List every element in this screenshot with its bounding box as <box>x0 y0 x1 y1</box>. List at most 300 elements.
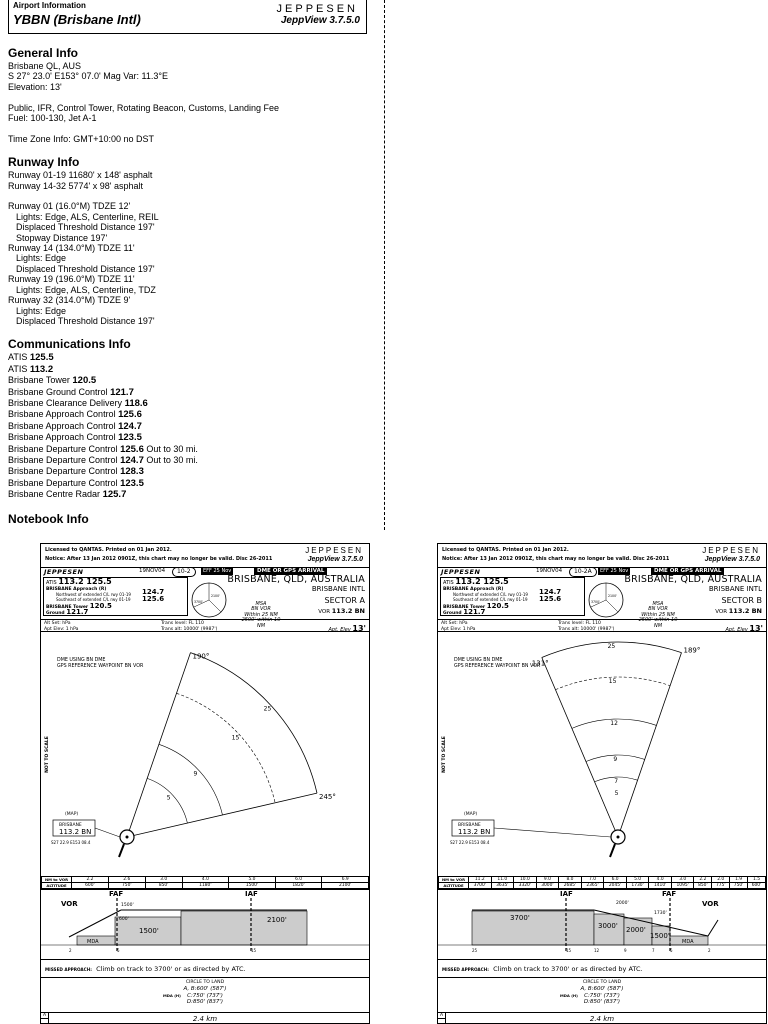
general-info-line: S 27° 23.0' E153° 07.0' Mag Var: 11.3°E <box>8 71 169 82</box>
missed-txt: Climb on track to 3700' or as directed by ATC. <box>96 965 246 973</box>
iaf-label: IAF <box>245 890 258 898</box>
dme-cell: 2.6 <box>108 877 145 883</box>
comm-name: Brisbane Departure Control <box>8 477 118 488</box>
side-a: A <box>438 1013 446 1019</box>
scale-label: 5 <box>670 948 673 953</box>
runway-detail-line: Displaced Threshold Distance 197' <box>16 315 155 326</box>
altitude-label: 1500' <box>650 932 670 940</box>
comm-frequency: 124.7 <box>120 454 144 466</box>
frequency-box <box>43 577 188 616</box>
twr-lbl: BRISBANE Tower <box>46 605 89 610</box>
dme-cell: 2.2 <box>694 877 712 883</box>
altitude-cell: 3700' <box>469 883 492 889</box>
comms-list <box>8 352 378 500</box>
chart-frame <box>40 568 370 1024</box>
runway-line: Runway 14-32 5774' x 98' asphalt <box>8 180 144 191</box>
dme-cell: 3.0 <box>145 877 182 883</box>
radial-label: 190° <box>192 652 210 661</box>
msa-l3: Within 25 NM <box>641 611 675 618</box>
msa-3700: 3700' <box>591 600 600 604</box>
vor-lbl: VOR <box>318 609 331 615</box>
profile-view-drawing <box>41 890 369 960</box>
dme-cell: 4.0 <box>649 877 672 883</box>
scale-label: 15 <box>251 948 257 953</box>
leader-line <box>95 828 120 837</box>
radial-label: 131° <box>531 659 549 668</box>
not-to-scale-label: NOT TO SCALE <box>44 736 50 773</box>
atis-line <box>46 579 112 586</box>
trans-lvl: Trans level: FL 110 <box>558 621 601 626</box>
chart-frame <box>437 568 767 1024</box>
chart-version: JeppView 3.7.5.0 <box>307 556 363 563</box>
comm-item <box>8 466 378 477</box>
alt-hdr: ALTITUDE <box>439 883 469 889</box>
comm-item <box>8 409 378 420</box>
sector-name: SECTOR B <box>721 596 762 605</box>
approach-nw-note: Northwest of extended C/L rwy 01-19 <box>56 592 131 597</box>
airport-info-body <box>8 46 378 527</box>
altitude-cell: 1820' <box>275 883 322 889</box>
dme-arc <box>159 744 223 815</box>
vor-center-icon <box>126 836 129 839</box>
plan-note <box>57 658 143 670</box>
dme-cell: 11.2 <box>469 877 492 883</box>
dme-cell: 11.0 <box>491 877 514 883</box>
chart-date: 19NOV04 <box>536 568 563 574</box>
alt-set: Alt Set: hPa <box>441 621 468 626</box>
not-to-scale-label: NOT TO SCALE <box>441 736 447 773</box>
comm-frequency: 120.5 <box>72 375 97 387</box>
comm-frequency: 124.7 <box>118 420 142 432</box>
info-header <box>8 0 367 34</box>
runway-detail-line: Displaced Threshold Distance 197' <box>16 222 155 233</box>
comm-name: Brisbane Ground Control <box>8 386 108 397</box>
circle-title: CIRCLE TO LAND <box>185 980 225 985</box>
alt-set: Alt Set: hPa <box>44 621 71 626</box>
arc-label: 9 <box>193 770 198 778</box>
runway-detail-line: Runway 19 (196.0°M) TDZE 11' <box>8 274 135 285</box>
procedure-title: DME OR GPS ARRIVAL <box>651 568 724 575</box>
comm-name: Brisbane Centre Radar <box>8 489 101 500</box>
plan-note1: DME USING BN DME <box>57 658 106 663</box>
comm-item <box>8 364 378 375</box>
validity-notice: Notice: After 13 Jan 2012 0901Z, this chart may no longer be valid. Disc 26-2011 <box>442 556 670 562</box>
apt-elev: Apt Elev: 1 hPa <box>44 627 79 632</box>
descent-path <box>708 920 718 936</box>
altitude-block <box>181 911 307 945</box>
missed-approach <box>438 959 766 978</box>
runway-detail-line: Displaced Threshold Distance 197' <box>16 263 155 274</box>
altitude-cell: 1410' <box>649 883 672 889</box>
frequency-box <box>440 577 585 616</box>
jeppesen-logo: JEPPESEN <box>44 568 84 576</box>
arc-label: 25 <box>263 705 272 713</box>
trans-lvl: Trans level: FL 110 <box>161 621 204 626</box>
altitude-cell: 850' <box>694 883 712 889</box>
approach-label: BRISBANE Approach (R) <box>46 587 107 592</box>
alt-hdr: ALTITUDE <box>42 883 72 889</box>
plan-note <box>454 658 540 670</box>
vor-lbl: VOR <box>715 609 728 615</box>
dme-arc <box>176 693 275 803</box>
atis-line <box>443 579 509 586</box>
trans-alt: Trans alt: 10000' (9987') <box>558 627 615 632</box>
altitude-label: 3700' <box>510 914 530 922</box>
altitude-cell: 3000' <box>536 883 559 889</box>
comm-frequency: 125.6 <box>118 409 142 421</box>
dme-cell: 3.0 <box>671 877 694 883</box>
comm-frequency: 125.6 <box>120 443 144 455</box>
msa-l4: 2500' within 10 NM <box>638 617 678 629</box>
profile-view-drawing <box>438 890 766 960</box>
approach-freq-2: 125.6 <box>539 595 562 603</box>
dme-hdr: NM to VOR <box>42 877 72 883</box>
runway-detail-line: Lights: Edge <box>16 305 67 316</box>
circle-a: A, B:600' (587') <box>580 986 624 993</box>
vor-freq-line <box>715 607 762 615</box>
missed-lbl: MISSED APPROACH: <box>442 967 489 972</box>
comm-note: Out to 30 mi. <box>146 454 198 465</box>
comm-item <box>8 398 378 409</box>
dme-cell: 5.0 <box>229 877 276 883</box>
apt-elev-lbl: Apt. Elev <box>328 627 351 633</box>
missed-approach <box>41 959 369 978</box>
runway-detail-line: Runway 01 (16.0°M) TDZE 12' <box>8 201 131 212</box>
general-info-line <box>8 123 378 133</box>
comm-item <box>8 375 378 386</box>
comm-frequency: 118.6 <box>124 397 148 409</box>
dme-altitude-table <box>438 876 766 889</box>
chart-brand: JEPPESEN <box>305 546 363 555</box>
comms-info-heading: Communications Info <box>8 337 131 352</box>
circle-a: A, B:600' (587') <box>183 986 227 993</box>
twr-freq: 120.5 <box>89 602 112 610</box>
scale-label: 9 <box>624 948 627 953</box>
radial-line <box>127 793 317 837</box>
comm-frequency: 123.5 <box>118 432 142 444</box>
msa-l2: BN VOR <box>251 606 271 613</box>
dme-cell: 2.2 <box>72 877 109 883</box>
gnd-lbl: Ground <box>443 611 462 616</box>
scale-label: 2 <box>708 948 711 953</box>
effective-tag: EFF 25 Nov <box>203 568 232 574</box>
ground-line <box>443 610 485 616</box>
dme-arc <box>190 653 317 794</box>
altitude-cell: 2365' <box>581 883 604 889</box>
comm-frequency: 125.7 <box>102 489 127 501</box>
plan-view <box>438 632 766 877</box>
arc-label: 7 <box>614 778 619 786</box>
dme-hdr: NM to VOR <box>439 877 469 883</box>
dme-cell: 9.0 <box>536 877 559 883</box>
descent-path <box>69 910 121 937</box>
leader-line <box>494 828 611 837</box>
approach-label: BRISBANE Approach (R) <box>443 587 504 592</box>
chart-number: 10-2A <box>569 567 597 577</box>
twr-lbl: BRISBANE Tower <box>443 605 486 610</box>
scale-label: 5 <box>117 948 120 953</box>
msa-3700: 3700' <box>194 600 203 604</box>
radial-label: 189° <box>683 646 701 655</box>
runway-details-list <box>8 201 378 326</box>
atis-freq: 113.2 125.5 <box>58 577 112 586</box>
chart-version: JeppView 3.7.5.0 <box>704 556 760 563</box>
general-info-line: Time Zone Info: GMT+10:00 no DST <box>8 133 154 144</box>
apt-elev-val: 13' <box>352 624 366 633</box>
general-info-line: Public, IFR, Control Tower, Rotating Beacon, Customs, Landing Fee <box>8 102 279 113</box>
circle-title: CIRCLE TO LAND <box>582 980 622 985</box>
altimeter-strip <box>438 619 766 632</box>
vor-box-freq: 113.2 BN <box>458 828 491 836</box>
missed-txt: Climb on track to 3700' or as directed by ATC. <box>493 965 643 973</box>
comm-item <box>8 489 378 500</box>
comm-name: ATIS <box>8 363 28 374</box>
profile-view <box>41 889 369 959</box>
comm-frequency: 128.3 <box>120 466 144 478</box>
altitude-label: 2000' <box>616 901 629 906</box>
circle-mda: MDA (H) <box>560 992 578 998</box>
procedure-title: DME OR GPS ARRIVAL <box>254 568 327 575</box>
altitude-cell: 750' <box>108 883 145 889</box>
circle-d: D:850' (837') <box>583 999 621 1006</box>
notebook-info-heading: Notebook Info <box>8 511 89 526</box>
comm-item <box>8 352 378 363</box>
msa-l4: 2500' within 10 NM <box>241 617 281 629</box>
altitude-label: 3000' <box>598 922 618 930</box>
circle-c: C:750' (737') <box>187 992 223 999</box>
gnd-freq: 121.7 <box>66 608 89 616</box>
circle-to-land <box>41 978 369 1012</box>
arc-label: 5 <box>614 790 619 798</box>
chart-bottom-row <box>438 1012 766 1024</box>
runway-detail-line: Runway 14 (134.0°M) TDZE 11' <box>8 243 135 254</box>
general-info-line: Brisbane QL, AUS <box>8 61 82 71</box>
altitude-cell: 2045' <box>604 883 627 889</box>
chart-notice-box <box>437 543 767 568</box>
comm-item <box>8 478 378 489</box>
msa-l1: MSA <box>652 601 664 607</box>
approach-chart-sector-b <box>437 543 767 1024</box>
altitude-cell: 3635' <box>491 883 514 889</box>
comm-item <box>8 444 378 455</box>
vor-label: VOR <box>61 900 78 908</box>
twr-freq: 120.5 <box>486 602 509 610</box>
altitude-cell: 1730' <box>626 883 649 889</box>
city-title: BRISBANE, QLD, AUSTRALIA <box>227 574 365 585</box>
chart-date: 19NOV04 <box>139 568 166 574</box>
general-info-heading: General Info <box>8 46 79 60</box>
scale-label: 7 <box>652 948 655 953</box>
comm-note: Out to 30 mi. <box>146 443 198 454</box>
distance-label: 2.4 km <box>589 1015 615 1023</box>
dme-cell: 7.0 <box>581 877 604 883</box>
approach-nw-note: Northwest of extended C/L rwy 01-19 <box>453 592 528 597</box>
general-info-line <box>8 92 378 102</box>
atis-lbl: ATIS <box>443 580 454 586</box>
general-info-list <box>8 61 378 144</box>
arc-label: 5 <box>166 794 171 802</box>
altitude-label: 1500' <box>121 903 134 908</box>
general-info-line: Fuel: 100-130, Jet A-1 <box>8 113 97 124</box>
comm-name: Brisbane Approach Control <box>8 432 116 443</box>
circle-mda: MDA (H) <box>163 992 181 998</box>
arc-label: 25 <box>607 643 616 651</box>
msa-l2: BN VOR <box>648 606 668 613</box>
approach-se-note: Southeast of extended C/L rwy 01-19 <box>453 597 528 602</box>
header-label: Airport Information <box>13 1 86 10</box>
runway-info-heading: Runway Info <box>8 155 80 170</box>
column-divider <box>384 0 385 530</box>
dme-altitude-table <box>41 876 369 889</box>
msa-circle-icon <box>191 582 227 618</box>
brand-label: JEPPESEN <box>276 3 358 15</box>
comm-frequency: 113.2 <box>29 363 54 375</box>
comm-name: Brisbane Approach Control <box>8 409 116 420</box>
msa-2100: 2100' <box>211 594 220 598</box>
comm-name: Brisbane Departure Control <box>8 454 118 465</box>
vor-freq: 113.2 BN <box>728 607 762 615</box>
altitude-cell: 1500' <box>229 883 276 889</box>
comm-name: Brisbane Departure Control <box>8 466 118 477</box>
scale-label: 25 <box>472 948 478 953</box>
comm-name: Brisbane Approach Control <box>8 420 116 431</box>
runway-detail-line: Lights: Edge, ALS, Centerline, REIL <box>16 211 159 222</box>
dme-cell: 1.9 <box>730 877 748 883</box>
apt-elev-val: 13' <box>749 624 763 633</box>
dme-cell: 6.0 <box>604 877 627 883</box>
altitude-row <box>42 883 369 889</box>
airport-name: BRISBANE INTL <box>708 585 762 593</box>
distance-label: 2.4 km <box>192 1015 218 1023</box>
arc-label: 9 <box>613 756 618 764</box>
comm-item <box>8 432 378 443</box>
plan-view <box>41 632 369 877</box>
runway-detail-line: Lights: Edge <box>16 253 67 264</box>
msa-2100: 2100' <box>608 594 617 598</box>
altitude-cell: 750' <box>730 883 748 889</box>
approach-chart-sector-a <box>40 543 370 1024</box>
license-notice: Licensed to QANTAS. Printed on 01 Jan 2012. <box>45 547 172 553</box>
airport-name: BRISBANE INTL <box>311 585 365 593</box>
chart-bottom-row <box>41 1012 369 1024</box>
chart-brand: JEPPESEN <box>702 546 760 555</box>
approach-freq-1: 124.7 <box>142 588 165 596</box>
msa-l1: MSA <box>255 601 267 607</box>
approach-freq-1: 124.7 <box>539 588 562 596</box>
runway-detail-line: Lights: Edge, ALS, Centerline, TDZ <box>16 284 156 295</box>
general-info-line: Elevation: 13' <box>8 81 62 92</box>
dme-cell: 10.0 <box>514 877 537 883</box>
altitude-cell: 2100' <box>322 883 369 889</box>
altitude-block <box>472 911 594 945</box>
approach-freq-2: 125.6 <box>142 595 165 603</box>
altitude-cell: 775' <box>712 883 730 889</box>
jeppesen-logo: JEPPESEN <box>441 568 481 576</box>
comm-name: Brisbane Departure Control <box>8 443 118 454</box>
airport-title: YBBN (Brisbane Intl) <box>13 12 141 27</box>
chart-number: 10-2 <box>172 567 196 577</box>
altitude-cell: 850' <box>145 883 182 889</box>
dme-cell: 5.0 <box>626 877 649 883</box>
plan-note2: GPS REFERENCE WAYPOINT BN VOR <box>454 664 541 669</box>
radial-line <box>542 658 618 837</box>
mda-label: MDA <box>682 939 694 945</box>
comm-frequency: 121.7 <box>110 386 134 398</box>
altitude-cell: 1095' <box>671 883 694 889</box>
runway-list <box>8 170 378 191</box>
dme-cell: 1.5 <box>748 877 766 883</box>
arc-label: 12 <box>610 720 618 728</box>
comm-name: Brisbane Tower <box>8 375 70 386</box>
vor-box-freq: 113.2 BN <box>59 828 92 836</box>
scale-label: 15 <box>566 948 572 953</box>
circle-d: D:850' (837') <box>186 999 224 1006</box>
faf-label: FAF <box>109 890 124 898</box>
altitude-cell: 600' <box>748 883 766 889</box>
version-label: JeppView 3.7.5.0 <box>280 15 360 26</box>
comm-item <box>8 421 378 432</box>
dme-cell: 2.0 <box>712 877 730 883</box>
map-label: (MAP) <box>65 812 79 817</box>
approach-se-note: Southeast of extended C/L rwy 01-19 <box>56 597 131 602</box>
side-a: A <box>41 1013 49 1019</box>
atis-lbl: ATIS <box>46 580 57 586</box>
dme-cell: 6.0 <box>275 877 322 883</box>
altitude-cell: 600' <box>72 883 109 889</box>
faf-label: FAF <box>662 890 677 898</box>
sector-name: SECTOR A <box>324 596 365 605</box>
altimeter-strip <box>41 619 369 632</box>
vor-coord: S27 22.9 E153 08.4 <box>450 840 490 845</box>
apt-elev-lbl: Apt. Elev <box>725 627 748 633</box>
comm-item <box>8 455 378 466</box>
radial-label: 245° <box>319 793 336 802</box>
missed-lbl: MISSED APPROACH: <box>45 967 92 972</box>
runway-icon <box>119 844 124 857</box>
gnd-freq: 121.7 <box>463 608 486 616</box>
atis-freq: 113.2 125.5 <box>455 577 509 586</box>
vor-label: VOR <box>702 900 719 908</box>
vor-box-name: BRISBANE <box>458 823 481 828</box>
circle-c: C:750' (737') <box>584 992 620 999</box>
radial-line <box>127 653 190 837</box>
trans-alt: Trans alt: 10000' (9987') <box>161 627 218 632</box>
altitude-row <box>439 883 766 889</box>
altitude-label: 600' <box>119 917 129 922</box>
altitude-label: 2100' <box>267 916 287 924</box>
vor-freq-line <box>318 607 365 615</box>
scale-label: 2 <box>69 948 72 953</box>
comm-frequency: 125.5 <box>29 352 54 364</box>
map-label: (MAP) <box>464 812 478 817</box>
arc-label: 15 <box>231 734 240 742</box>
vor-center-icon <box>617 836 620 839</box>
mda-label: MDA <box>87 939 99 945</box>
dme-cell: 4.0 <box>182 877 229 883</box>
plan-note2: GPS REFERENCE WAYPOINT BN VOR <box>57 664 144 669</box>
runway-icon <box>610 844 615 857</box>
effective-tag: EFF 25 Nov <box>600 568 629 574</box>
vor-coord: S27 22.9 E153 08.4 <box>51 840 91 845</box>
validity-notice: Notice: After 13 Jan 2012 0901Z, this chart may no longer be valid. Disc 26-2011 <box>45 556 273 562</box>
dme-cell: 8.0 <box>559 877 582 883</box>
runway-detail-line: Stopway Distance 197' <box>16 232 108 243</box>
comm-name: ATIS <box>8 352 28 363</box>
chart-notice-box <box>40 543 370 568</box>
apt-elev: Apt Elev: 1 hPa <box>441 627 476 632</box>
altitude-cell: 1180' <box>182 883 229 889</box>
iaf-label: IAF <box>560 890 573 898</box>
